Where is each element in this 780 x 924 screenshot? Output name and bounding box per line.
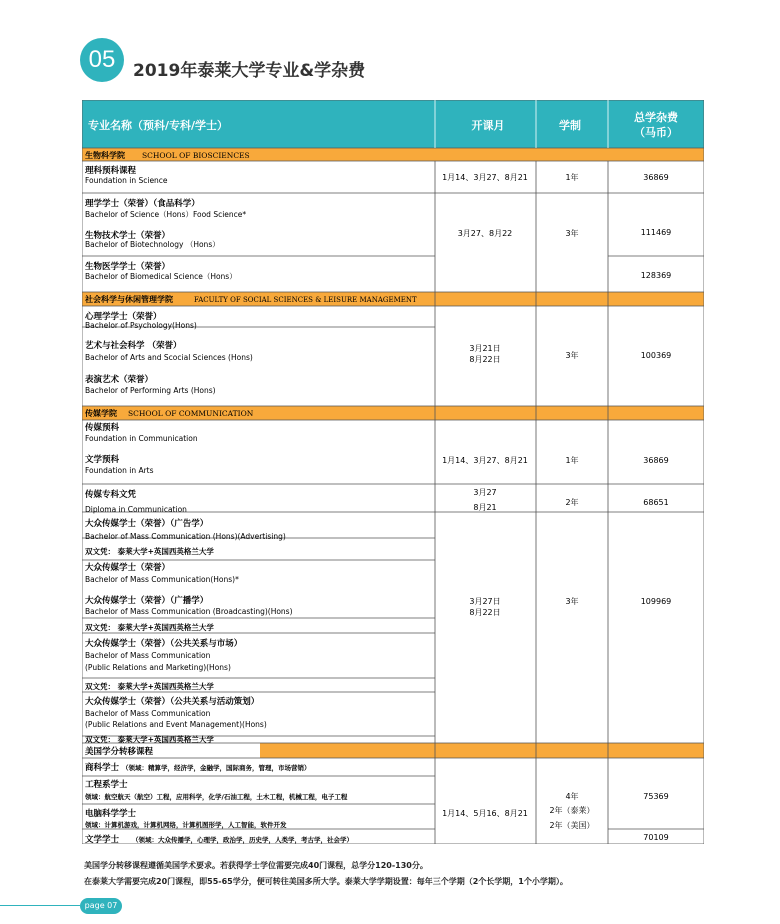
intake-us: 1月14、5月16、8月21 [442,809,528,818]
program-comm-foundation-cn: 传媒预科 [85,423,120,433]
col-header-fee-unit: （马币） [634,126,678,139]
program-masscomm-cn: 大众传媒学士（荣誉） [85,563,171,573]
duration-diploma: 2年 [565,498,579,507]
duration-comm-foundation: 1年 [565,456,579,465]
program-diploma-en: Diploma in Communication [85,505,187,514]
intake-masscomm-1: 3月27日 [469,597,501,606]
col-header-program: 专业名称（预科/专科/学士） [88,119,229,132]
note-line-1: 美国学分转移课程遵循美国学术要求。若获得学士学位需要完成40门课程，总学分120-130分。 [84,861,428,870]
duration-us-total: 4年 [565,792,579,801]
program-food-science-en: Bachelor of Science（Hons）Food Science* [85,210,247,219]
fee-diploma: 68651 [643,498,669,507]
faculty-bio-en: SCHOOL OF BIOSCIENCES [142,151,250,160]
program-biotech-cn: 生物技术学士（荣誉） [85,231,171,241]
program-pr-event-cn: 大众传媒学士（荣誉）（公共关系与活动策划） [85,697,260,707]
program-business-cn: 商科学士 [85,763,120,773]
dual-award-pr-marketing: 双文凭： 泰莱大学+英国西英格兰大学 [85,682,214,691]
duration-us-taylors: 2年（泰莱） [549,806,595,815]
program-biotech-en: Bachelor of Biotechnology （Hons） [85,240,220,249]
program-pr-event-en2: (Public Relations and Event Management)(Hons) [85,720,267,729]
program-business-fields: （领域：精算学，经济学，金融学，国际商务，管理，市场营销） [122,764,311,772]
program-advertising-en: Bachelor of Mass Communication (Hons)(Advertising) [85,532,286,541]
program-biomed-cn: 生物医学学士（荣誉） [85,262,171,272]
program-arts-social-en: Bachelor of Arts and Scocial Sciences (Hons) [85,353,253,362]
fee-us-degrees: 75369 [643,792,669,801]
program-diploma-cn: 传媒专科文凭 [85,490,137,500]
program-pr-marketing-cn: 大众传媒学士（荣誉）（公共关系与市场） [85,639,243,649]
col-header-fee: 总学杂费 [634,111,678,124]
program-pr-marketing-en1: Bachelor of Mass Communication [85,651,211,660]
dual-award-advertising: 双文凭： 泰莱大学+英国西英格兰大学 [85,547,214,556]
fee-bio-foundation: 36869 [643,173,669,182]
note-line-2: 在泰莱大学需要完成20门课程，即55-65学分，便可转往美国多所大学。泰莱大学学期设置：每年三个学期（2个长学期，1个小学期）。 [84,877,568,886]
program-food-science-cn: 理学学士（荣誉）（食品科学） [85,199,200,209]
intake-bio-foundation: 1月14、3月27、8月21 [442,173,528,182]
intake-social-2: 8月22日 [469,355,501,364]
program-pr-event-en1: Bachelor of Mass Communication [85,709,211,718]
intake-comm-foundation: 1月14、3月27、8月21 [442,456,528,465]
duration-bio-degree: 3年 [565,229,579,238]
fee-masscomm: 109969 [640,597,672,606]
fee-social: 100369 [640,351,672,360]
program-performing-arts-en: Bachelor of Performing Arts (Hons) [85,386,216,395]
duration-bio-foundation: 1年 [565,173,579,182]
program-psychology-en: Bachelor of Psychology(Hons) [85,321,197,330]
program-arts-social-cn: 艺术与社会科学 （荣誉） [85,341,182,351]
program-liberal-arts-cn: 文学学士 [85,835,120,844]
fee-table [82,100,704,844]
program-cs-cn: 电脑科学学士 [85,809,137,819]
program-pr-marketing-en2: (Public Relations and Marketing)(Hons) [85,663,231,672]
program-comm-foundation-en: Foundation in Communication [85,434,198,443]
program-psychology-cn: 心理学学士（荣誉） [85,312,162,322]
duration-social: 3年 [565,351,579,360]
col-header-duration: 学制 [559,119,581,132]
program-bio-foundation-cn: 理科预科课程 [85,166,137,176]
faculty-bio-cn: 生物科学院 [85,151,125,160]
faculty-us-cn: 美国学分转移课程 [85,747,154,757]
intake-diploma-2: 8月21 [473,503,497,512]
duration-masscomm: 3年 [565,597,579,606]
intake-masscomm-2: 8月22日 [469,608,501,617]
program-biomed-en: Bachelor of Biomedical Science（Hons） [85,272,237,281]
footer-rule [0,905,80,906]
fee-comm-foundation: 36869 [643,456,669,465]
faculty-social-en: FACULTY OF SOCIAL SCIENCES & LEISURE MANAGEMENT [194,296,417,304]
dual-award-broadcasting: 双文凭： 泰莱大学+英国西英格兰大学 [85,623,214,632]
duration-us-usa: 2年（美国） [549,821,595,830]
faculty-comm-cn: 传媒学院 [85,409,117,418]
faculty-comm-en: SCHOOL OF COMMUNICATION [128,409,254,418]
program-liberal-arts-fields: （领域：大众传播学，心理学，政治学，历史学，人类学，考古学，社会学） [132,836,353,844]
program-arts-foundation-en: Foundation in Arts [85,466,154,475]
program-masscomm-en: Bachelor of Mass Communication(Hons)* [85,575,239,584]
program-broadcasting-cn: 大众传媒学士（荣誉）（广播学） [85,596,209,606]
fee-liberal-arts: 70109 [643,833,669,842]
fee-biotech: 111469 [640,228,672,237]
page-title: 2019年泰莱大学专业&学杂费 [133,61,366,81]
intake-social-1: 3月21日 [469,344,501,353]
program-arts-foundation-cn: 文学预科 [85,455,120,465]
program-bio-foundation-en: Foundation in Science [85,176,168,185]
faculty-social-cn: 社会科学与休闲管理学院 [85,295,173,304]
intake-bio-degree: 3月27、8月22 [457,229,513,238]
program-broadcasting-en: Bachelor of Mass Communication (Broadcasting)(Hons) [85,607,293,616]
program-engineering-cn: 工程系学士 [85,780,128,790]
program-engineering-fields: 领域：航空航天（航空）工程，应用科学，化学/石油工程，土木工程，机械工程，电子工程 [85,793,348,801]
page-number-badge: page 07 [80,898,122,914]
section-number-badge: 05 [80,38,124,82]
program-cs-fields: 领域：计算机游戏，计算机网络，计算机图形学，人工智能，软件开发 [85,821,287,829]
faculty-band-us [260,743,704,758]
dual-award-pr-event: 双文凭： 泰莱大学+英国西英格兰大学 [85,735,214,744]
program-advertising-cn: 大众传媒学士（荣誉）（广告学） [85,519,209,529]
fee-biomed: 128369 [640,271,672,280]
col-header-intake: 开课月 [471,119,505,132]
intake-diploma-1: 3月27 [473,488,497,497]
program-performing-arts-cn: 表演艺术（荣誉） [85,375,154,385]
